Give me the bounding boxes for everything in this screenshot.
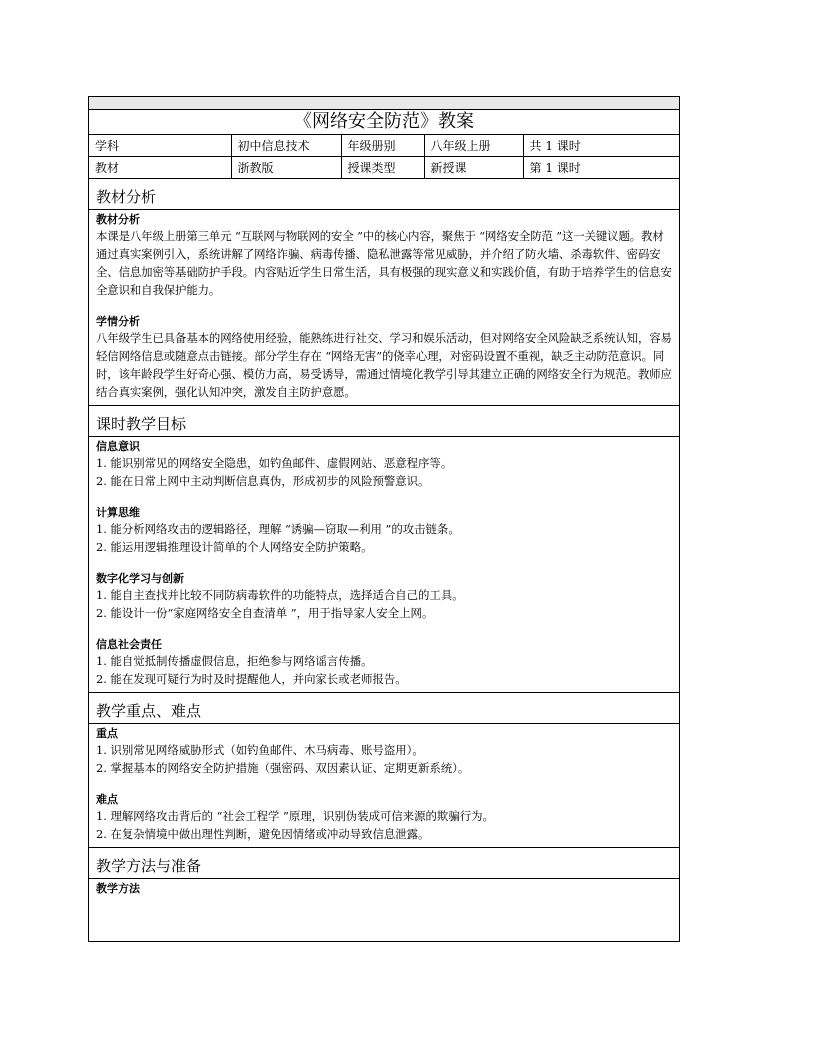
info-cell: 浙教版 — [231, 157, 341, 179]
key-difficult-points-section — [89, 693, 679, 848]
lesson-plan-document — [88, 96, 680, 942]
course-info-table — [89, 135, 679, 179]
list-item: 2. 能在发现可疑行为时及时提醒他人，并向家长或老师报告。 — [96, 672, 407, 686]
list-item: 1. 能自主查找并比较不同防病毒软件的功能特点，选择适合自己的工具。 — [96, 588, 464, 602]
info-cell: 学科 — [89, 135, 231, 157]
subheading: 信息社会责任 — [96, 638, 162, 651]
info-row — [89, 135, 679, 157]
info-row — [89, 157, 679, 179]
info-cell: 初中信息技术 — [231, 135, 341, 157]
list-item: 2. 能设计一份“家庭网络安全自查清单 ”，用于指导家人安全上网。 — [96, 606, 434, 620]
subheading: 教材分析 — [96, 213, 140, 226]
subheading: 学情分析 — [96, 315, 140, 328]
list-item: 2. 能在日常上网中主动判断信息真伪，形成初步的风险预警意识。 — [96, 474, 430, 488]
info-cell: 年级册别 — [341, 135, 424, 157]
subheading: 教学方法 — [96, 882, 140, 895]
list-item: 1. 理解网络攻击背后的 “社会工程学 ”原理，识别伪装成可信来源的欺骗行为。 — [96, 809, 494, 823]
info-cell: 新授课 — [424, 157, 523, 179]
subheading: 数字化学习与创新 — [96, 572, 184, 585]
list-item: 1. 能分析网络攻击的逻辑路径，理解 “诱骗—窃取—利用 ”的攻击链条。 — [96, 522, 460, 536]
info-cell: 授课类型 — [341, 157, 424, 179]
paragraph: 本课是八年级上册第三单元 “互联网与物联网的安全 ”中的核心内容，聚焦于 “网络安全防范 ”这一关键议题。教材通过真实案例引入，系统讲解了网络诈骗、病毒传播、隐私泄露等常见威胁，并介绍了防火墙、杀毒软件、密码安全、信息加密等基础防护手段。内容贴近学生日常生活，具有极强的现实意义和实践价值，有助于培养学生的信息安全意识和自我保护能力。 — [96, 229, 672, 297]
list-item: 2. 在复杂情境中做出理性判断，避免因情绪或冲动导致信息泄露。 — [96, 827, 430, 841]
list-item: 1. 能识别常见的网络安全隐患，如钓鱼邮件、虚假网站、恶意程序等。 — [96, 456, 453, 470]
subheading: 计算思维 — [96, 506, 140, 519]
list-item: 2. 掌握基本的网络安全防护措施（强密码、双因素认证、定期更新系统）。 — [96, 761, 470, 775]
methods-preparation-section — [89, 848, 679, 900]
info-cell: 教材 — [89, 157, 231, 179]
subheading: 重点 — [96, 727, 118, 740]
section-heading: 课时教学目标 — [89, 406, 679, 437]
document-title: 《网络安全防范》教案 — [89, 110, 679, 135]
section-heading: 教材分析 — [89, 179, 679, 210]
list-item: 1. 能自觉抵制传播虚假信息，拒绝参与网络谣言传播。 — [96, 654, 373, 668]
subheading: 难点 — [96, 793, 118, 806]
section-heading: 教学重点、难点 — [89, 693, 679, 724]
teaching-goals-section — [89, 406, 679, 693]
subheading: 信息意识 — [96, 440, 140, 453]
material-analysis-section — [89, 179, 679, 406]
paragraph: 八年级学生已具备基本的网络使用经验，能熟练进行社交、学习和娱乐活动，但对网络安全风险缺乏系统认知，容易轻信网络信息或随意点击链接。部分学生存在 “网络无害”的侥幸心理，对密码设置不重视，缺乏主动防范意识。同时，该年龄段学生好奇心强、模仿力高，易受诱导，需通过情境化教学引导其建立正确的网络安全行为规范。教师应结合真实案例，强化认知冲突，激发自主防护意愿。 — [96, 331, 672, 399]
header-shading — [89, 97, 679, 110]
info-cell: 第 1 课时 — [523, 157, 679, 179]
list-item: 1. 识别常见网络威胁形式（如钓鱼邮件、木马病毒、账号盗用）。 — [96, 743, 424, 757]
list-item: 2. 能运用逻辑推理设计简单的个人网络安全防护策略。 — [96, 540, 373, 554]
section-heading: 教学方法与准备 — [89, 848, 679, 879]
info-cell: 共 1 课时 — [523, 135, 679, 157]
info-cell: 八年级上册 — [424, 135, 523, 157]
